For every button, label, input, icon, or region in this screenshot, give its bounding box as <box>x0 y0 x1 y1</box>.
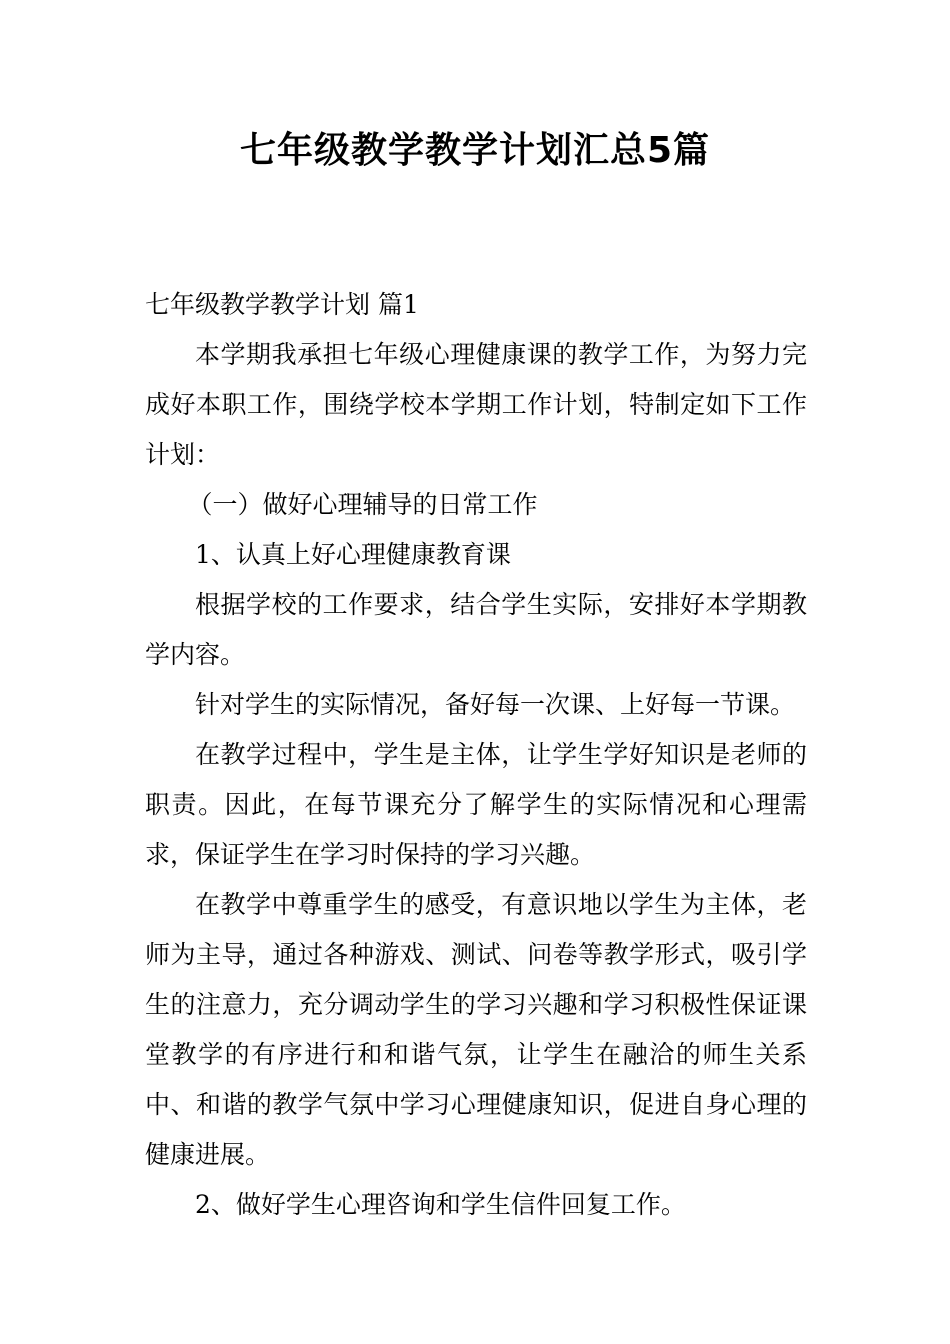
paragraph: 针对学生的实际情况，备好每一次课、上好每一节课。 <box>195 690 796 719</box>
paragraph: 在教学过程中，学生是主体，让学生学好知识是老师的职责。因此，在每节课充分了解学生的实际情况和心理需求，保证学生在学习时保持的学习兴趣。 <box>145 740 807 869</box>
paragraph: 在教学中尊重学生的感受，有意识地以学生为主体，老师为主导，通过各种游戏、测试、问卷等教学形式，吸引学生的注意力，充分调动学生的学习兴趣和学习积极性保证课堂教学的有序进行和和谐气氛，让学生在融洽的师生关系中、和谐的教学气氛中学习心理健康知识，促进自身心理的健康进展。 <box>145 890 807 1169</box>
paragraph: 本学期我承担七年级心理健康课的教学工作，为努力完成好本职工作，围绕学校本学期工作计划，特制定如下工作计划： <box>145 340 807 469</box>
list-item: 2、做好学生心理咨询和学生信件回复工作。 <box>195 1190 686 1219</box>
section-heading: 七年级教学教学计划 篇1 <box>145 290 419 319</box>
document-body <box>145 280 807 1230</box>
subheading: （一）做好心理辅导的日常工作 <box>187 490 538 519</box>
paragraph: 根据学校的工作要求，结合学生实际，安排好本学期教学内容。 <box>145 590 807 669</box>
list-item: 1、认真上好心理健康教育课 <box>195 540 511 569</box>
document-title: 七年级教学教学计划汇总5篇 <box>239 130 711 171</box>
